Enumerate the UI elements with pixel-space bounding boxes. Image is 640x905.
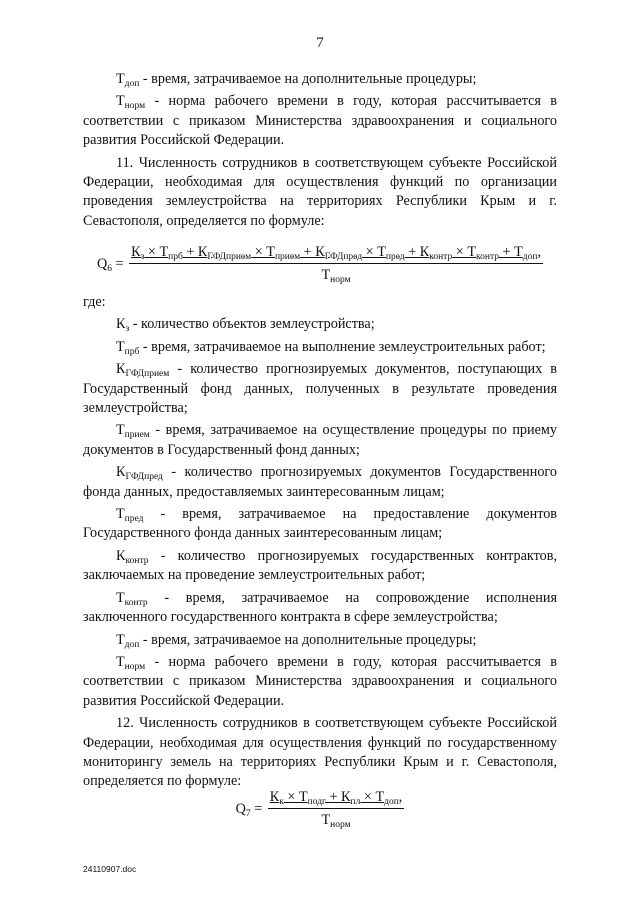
definition-kgfd-priem: $К_{ГФДприем}$ - количество прогнозируемых документов, поступающих в Государственный фонд данных, полученных в результате проведения землеустройства; [83,361,557,417]
formula-q6-fraction [129,243,543,286]
definition-kkontr: $К_{контр}$ - количество прогнозируемых государственных контрактов, заключаемых на проведение землеустроительных работ; [83,547,557,584]
definition-tdop-2: $Т_{доп}$ - время, затрачиваемое на дополнительные процедуры; [116,631,477,650]
formula-q7-lhs: $Q_7$ = [235,800,266,819]
formula-q7-denominator: $Т_{норм}$ [321,812,351,831]
formula-q7-numerator: $К_к \times Т_{подг} + К_{пл} \times Т_{доп}$, [268,788,405,809]
definition-tnorm-2: $Т_{норм}$ - норма рабочего времени в году, которая рассчитывается в соответствии с приказом Министерства здравоохранения и социального развития Российской Федерации. [83,653,557,709]
formula-q6-numerator: $К_з \times Т_{прб} + К_{ГФДприем} \times Т_{прием} + К_{ГФДпред} \times Т_{пред} + К_{контр} \times Т_{контр} + Т_{доп}$, [129,243,543,264]
definition-tpred: $Т_{пред}$ - время, затрачиваемое на предоставление документов Государственного фонда данных заинтересованным лицам; [83,506,557,542]
file-name-footer: 24110907.doc [83,864,137,874]
where-label: где: [83,294,106,310]
definition-tnorm: $Т_{норм}$ - норма рабочего времени в году, которая рассчитывается в соответствии с приказом Министерства здравоохранения и социального развития Российской Федерации. [83,93,557,149]
formula-q6-lhs: $Q_6$ = [97,255,128,274]
definition-tkontr: $Т_{контр}$ - время, затрачиваемое на сопровождение исполнения заключенного государственного контракта в сфере землеустройства; [83,589,557,626]
definitions-block-2 [83,293,557,792]
formula-q6 [0,243,640,286]
definition-kz: $К_з$ - количество объектов землеустройства; [116,316,375,335]
formula-q6-denominator: $Т_{норм}$ [321,267,351,286]
definition-tpriem: $Т_{прием}$ - время, затрачиваемое на осуществление процедуры по приему документов в Государственный фонд данных; [83,422,557,458]
formula-q7-fraction [268,788,405,831]
formula-q7 [0,788,640,831]
paragraph-12: 12. Численность сотрудников в соответствующем субъекте Российской Федерации, необходимая для осуществления функций по государственному мониторингу земель на территориях Республики Крым и г. Севастополя, определяется по формуле: [83,715,557,790]
definition-kgfd-pred: $К_{ГФДпред}$ - количество прогнозируемых документов Государственного фонда данных, предоставляемых заинтересованным лицам; [83,464,557,500]
definitions-block-1 [83,70,557,231]
definition-tprb: $Т_{прб}$ - время, затрачиваемое на выполнение землеустроительных работ; [116,338,546,357]
paragraph-11: 11. Численность сотрудников в соответствующем субъекте Российской Федерации, необходимая для осуществления функций по организации проведения землеустройства на территориях Республики Крым и г. Севастополя, определяется по формуле: [83,154,557,229]
definition-tdop: $Т_{доп}$ - время, затрачиваемое на дополнительные процедуры; [116,71,477,89]
page-number: 7 [316,35,324,51]
